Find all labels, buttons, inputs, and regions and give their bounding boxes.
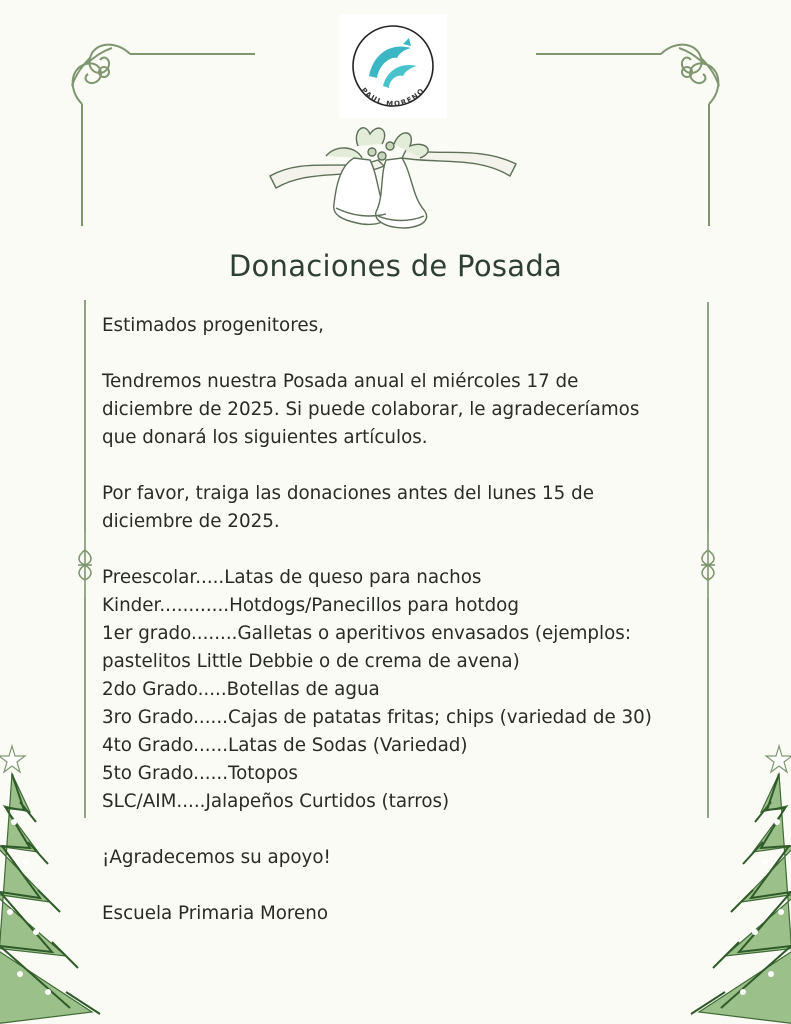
intro-line: diciembre de 2025. Si puede colaborar, le agradeceríamos	[102, 399, 640, 420]
donation-item: Hotdogs/Panecillos para hotdog	[229, 595, 519, 616]
list-item	[102, 788, 702, 816]
dolphin-logo-icon	[339, 14, 447, 118]
grade-label: 3ro Grado......	[102, 707, 228, 728]
list-item	[102, 620, 702, 648]
corner-flourish-top-right-icon	[531, 34, 731, 234]
list-item	[102, 704, 702, 732]
grade-label: 2do Grado.....	[102, 679, 227, 700]
donation-item: Cajas de patatas fritas; chips (variedad de 30)	[227, 707, 652, 728]
deadline-line: Por favor, traiga las donaciones antes del lunes 15 de	[102, 483, 594, 504]
donation-item: Latas de queso para nachos	[224, 567, 482, 588]
donation-item: Jalapeños Curtidos (tarros)	[205, 791, 450, 812]
grade-label: Preescolar.....	[102, 567, 225, 588]
page-title: Donaciones de Posada	[228, 249, 563, 283]
donation-item: Latas de Sodas (Variedad)	[228, 735, 468, 756]
list-item	[102, 564, 702, 592]
list-item	[102, 648, 702, 676]
intro-line: que donará los siguientes artículos.	[102, 427, 428, 448]
list-item	[102, 592, 702, 620]
grade-label: 4to Grado......	[102, 735, 229, 756]
donation-list	[102, 564, 702, 816]
list-item	[102, 760, 702, 788]
intro-line: Tendremos nuestra Posada anual el miércoles 17 de	[102, 371, 579, 392]
list-item	[102, 732, 702, 760]
christmas-tree-right-icon	[661, 742, 791, 1024]
deadline-line: diciembre de 2025.	[102, 511, 280, 532]
svg-text:PAUL MORENO	[360, 86, 427, 108]
frame-line-left	[84, 300, 86, 532]
grade-label: 1er grado........	[102, 623, 238, 644]
donation-item: Botellas de agua	[226, 679, 380, 700]
corner-flourish-top-left-icon	[60, 34, 260, 234]
christmas-bells-icon	[266, 116, 522, 234]
donation-item: Totopos	[228, 763, 298, 784]
signature: Escuela Primaria Moreno	[102, 903, 329, 924]
letter-body	[102, 312, 702, 928]
grade-label: SLC/AIM.....	[102, 791, 206, 812]
thanks-line: ¡Agradecemos su apoyo!	[102, 847, 331, 868]
donation-item: Galletas o aperitivos envasados (ejemplos:	[237, 623, 631, 644]
greeting: Estimados progenitores,	[102, 315, 324, 336]
christmas-tree-left-icon	[0, 742, 130, 1024]
logo-text: PAUL MORENO	[359, 86, 427, 109]
grade-label: Kinder............	[102, 595, 230, 616]
donation-item: pastelitos Little Debbie o de crema de avena)	[102, 651, 520, 672]
list-item	[102, 676, 702, 704]
grade-label: 5to Grado......	[102, 763, 229, 784]
frame-line-right	[707, 302, 709, 532]
frame-ornament-left-icon	[74, 532, 96, 598]
